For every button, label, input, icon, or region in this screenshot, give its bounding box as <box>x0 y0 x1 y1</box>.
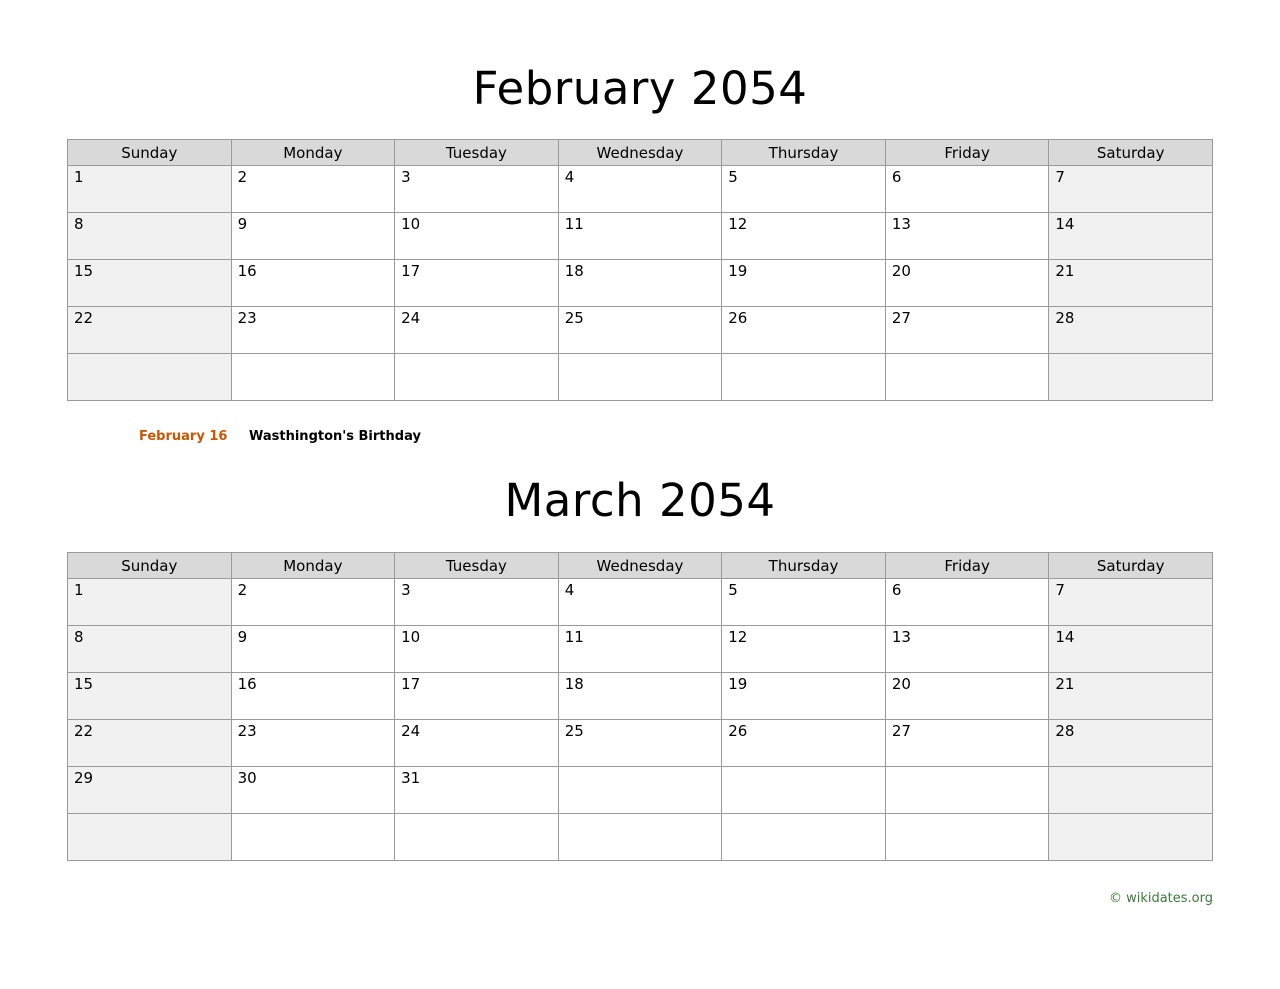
weekday-header-saturday: Saturday <box>1049 140 1213 166</box>
february-holiday-list <box>67 401 1213 444</box>
day-cell[interactable]: 23 <box>231 720 395 767</box>
table-row <box>68 213 1213 260</box>
copyright-label[interactable]: © wikidates.org <box>1108 891 1213 906</box>
day-cell[interactable]: 21 <box>1049 260 1213 307</box>
table-row <box>68 354 1213 401</box>
table-row <box>68 307 1213 354</box>
day-cell[interactable]: 25 <box>558 307 722 354</box>
day-cell[interactable]: 15 <box>68 260 232 307</box>
table-row <box>68 166 1213 213</box>
table-row <box>68 673 1213 720</box>
day-cell-empty <box>885 767 1049 814</box>
day-cell[interactable]: 26 <box>722 307 886 354</box>
day-cell[interactable]: 21 <box>1049 673 1213 720</box>
table-row <box>68 767 1213 814</box>
day-cell-empty <box>231 814 395 861</box>
day-cell-empty <box>885 354 1049 401</box>
day-cell-empty <box>722 814 886 861</box>
day-cell[interactable]: 3 <box>395 579 559 626</box>
day-cell[interactable]: 2 <box>231 579 395 626</box>
day-cell[interactable]: 17 <box>395 673 559 720</box>
weekday-header-tuesday: Tuesday <box>395 553 559 579</box>
table-row <box>68 626 1213 673</box>
day-cell[interactable]: 31 <box>395 767 559 814</box>
march-title: March 2054 <box>504 474 776 527</box>
weekday-header-wednesday: Wednesday <box>558 140 722 166</box>
day-cell[interactable]: 1 <box>68 579 232 626</box>
day-cell[interactable]: 22 <box>68 307 232 354</box>
day-cell[interactable]: 20 <box>885 673 1049 720</box>
day-cell[interactable]: 6 <box>885 579 1049 626</box>
weekday-header-saturday: Saturday <box>1049 553 1213 579</box>
table-row <box>68 579 1213 626</box>
day-cell-empty <box>1049 354 1213 401</box>
day-cell-empty <box>1049 814 1213 861</box>
day-cell-empty <box>558 767 722 814</box>
weekday-header-monday: Monday <box>231 140 395 166</box>
day-cell[interactable]: 17 <box>395 260 559 307</box>
weekday-header-monday: Monday <box>231 553 395 579</box>
day-cell[interactable]: 24 <box>395 720 559 767</box>
weekday-header-sunday: Sunday <box>68 140 232 166</box>
day-cell[interactable]: 19 <box>722 260 886 307</box>
footer <box>67 861 1213 906</box>
day-cell[interactable]: 18 <box>558 260 722 307</box>
table-row <box>68 260 1213 307</box>
day-cell-empty <box>722 767 886 814</box>
march-calendar-table <box>67 552 1213 861</box>
table-row <box>68 720 1213 767</box>
day-cell[interactable]: 16 <box>231 673 395 720</box>
holiday-name: Wasthington's Birthday <box>249 429 421 444</box>
day-cell[interactable]: 5 <box>722 166 886 213</box>
day-cell[interactable]: 30 <box>231 767 395 814</box>
weekday-header-wednesday: Wednesday <box>558 553 722 579</box>
day-cell[interactable]: 28 <box>1049 307 1213 354</box>
day-cell[interactable]: 8 <box>68 626 232 673</box>
day-cell[interactable]: 18 <box>558 673 722 720</box>
weekday-header-tuesday: Tuesday <box>395 140 559 166</box>
day-cell-empty <box>558 814 722 861</box>
table-row <box>68 814 1213 861</box>
day-cell[interactable]: 11 <box>558 213 722 260</box>
march-calendar <box>67 552 1213 861</box>
weekday-header-sunday: Sunday <box>68 553 232 579</box>
february-calendar <box>67 139 1213 401</box>
day-cell[interactable]: 27 <box>885 307 1049 354</box>
weekday-header-friday: Friday <box>885 553 1049 579</box>
day-cell[interactable]: 20 <box>885 260 1049 307</box>
february-calendar-table <box>67 139 1213 401</box>
weekday-header-row <box>68 553 1213 579</box>
day-cell[interactable]: 25 <box>558 720 722 767</box>
day-cell[interactable]: 9 <box>231 213 395 260</box>
day-cell[interactable]: 13 <box>885 213 1049 260</box>
day-cell[interactable]: 24 <box>395 307 559 354</box>
weekday-header-friday: Friday <box>885 140 1049 166</box>
day-cell[interactable]: 4 <box>558 166 722 213</box>
day-cell[interactable]: 11 <box>558 626 722 673</box>
day-cell[interactable]: 7 <box>1049 166 1213 213</box>
day-cell-empty <box>68 814 232 861</box>
day-cell[interactable]: 3 <box>395 166 559 213</box>
holiday-date: February 16 <box>139 429 228 444</box>
day-cell[interactable]: 16 <box>231 260 395 307</box>
day-cell[interactable]: 28 <box>1049 720 1213 767</box>
day-cell-empty <box>1049 767 1213 814</box>
day-cell-empty <box>558 354 722 401</box>
day-cell[interactable]: 14 <box>1049 626 1213 673</box>
day-cell[interactable]: 6 <box>885 166 1049 213</box>
day-cell[interactable]: 2 <box>231 166 395 213</box>
day-cell-empty <box>395 354 559 401</box>
february-title: February 2054 <box>472 62 808 115</box>
day-cell[interactable]: 5 <box>722 579 886 626</box>
day-cell-empty <box>231 354 395 401</box>
day-cell-empty <box>395 814 559 861</box>
day-cell[interactable]: 22 <box>68 720 232 767</box>
day-cell-empty <box>722 354 886 401</box>
day-cell[interactable]: 27 <box>885 720 1049 767</box>
day-cell[interactable]: 1 <box>68 166 232 213</box>
day-cell[interactable]: 9 <box>231 626 395 673</box>
day-cell[interactable]: 26 <box>722 720 886 767</box>
day-cell[interactable]: 12 <box>722 213 886 260</box>
day-cell[interactable]: 7 <box>1049 579 1213 626</box>
day-cell[interactable]: 15 <box>68 673 232 720</box>
day-cell-empty <box>68 354 232 401</box>
holiday-item <box>67 429 1213 444</box>
day-cell[interactable]: 19 <box>722 673 886 720</box>
day-cell[interactable]: 12 <box>722 626 886 673</box>
day-cell[interactable]: 8 <box>68 213 232 260</box>
day-cell-empty <box>885 814 1049 861</box>
day-cell[interactable]: 14 <box>1049 213 1213 260</box>
day-cell[interactable]: 4 <box>558 579 722 626</box>
weekday-header-row <box>68 140 1213 166</box>
day-cell[interactable]: 29 <box>68 767 232 814</box>
day-cell[interactable]: 23 <box>231 307 395 354</box>
weekday-header-thursday: Thursday <box>722 553 886 579</box>
day-cell[interactable]: 10 <box>395 213 559 260</box>
weekday-header-thursday: Thursday <box>722 140 886 166</box>
day-cell[interactable]: 13 <box>885 626 1049 673</box>
day-cell[interactable]: 10 <box>395 626 559 673</box>
